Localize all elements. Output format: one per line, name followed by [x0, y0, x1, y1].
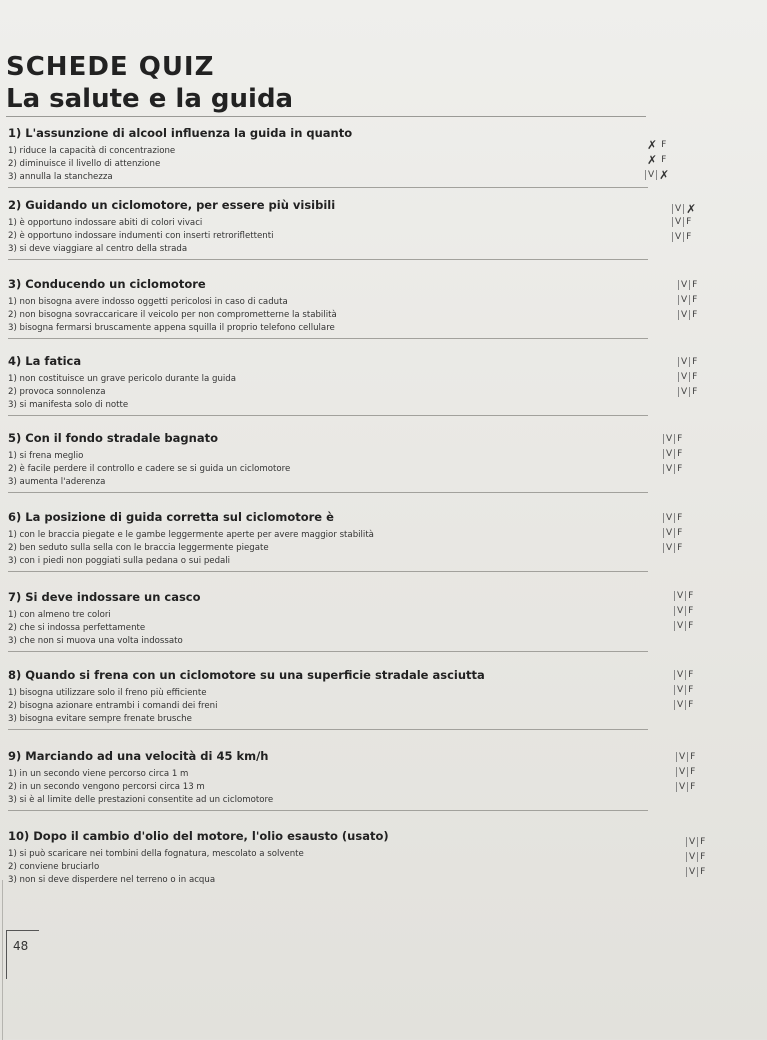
question-divider	[8, 729, 648, 730]
true-option[interactable]: V	[663, 434, 675, 444]
vf-box[interactable]	[678, 310, 699, 320]
true-option[interactable]: V	[674, 621, 686, 631]
question-title: 2) Guidando un ciclomotore, per essere più visibili	[8, 198, 336, 212]
answer-2: 2) ben seduto sulla sella con le braccia leggermente piegate	[8, 543, 269, 553]
page-title: La salute e la guida	[6, 84, 294, 114]
false-option[interactable]: F	[688, 621, 694, 631]
true-option[interactable]: V	[674, 670, 686, 680]
true-option[interactable]: V	[678, 357, 690, 367]
question-title: 5) Con il fondo stradale bagnato	[8, 431, 218, 445]
false-option[interactable]: F	[692, 280, 698, 290]
answer-1: 1) con le braccia piegate e le gambe leggermente aperte per avere maggior stabilità	[8, 530, 374, 540]
vf-box[interactable]	[678, 357, 699, 367]
question-7	[8, 590, 708, 652]
vf-box[interactable]	[678, 295, 699, 305]
question-title: 4) La fatica	[8, 354, 82, 368]
vf-box[interactable]	[645, 138, 668, 152]
cross-mark-icon[interactable]: ✗	[647, 138, 658, 152]
false-option[interactable]: F	[686, 232, 692, 242]
true-option[interactable]: V	[672, 217, 684, 227]
false-option[interactable]: F	[700, 867, 706, 877]
answer-2: 2) provoca sonnolenza	[8, 387, 106, 397]
question-title: 6) La posizione di guida corretta sul ciclomotore è	[8, 510, 334, 524]
answer-1: 1) con almeno tre colori	[8, 610, 111, 620]
true-option[interactable]: V	[674, 591, 686, 601]
vf-box[interactable]	[663, 434, 684, 444]
true-option[interactable]: V	[645, 170, 657, 180]
true-option[interactable]: V	[676, 767, 688, 777]
vf-box[interactable]	[672, 217, 693, 227]
false-option[interactable]: F	[677, 464, 683, 474]
true-option[interactable]: V	[686, 837, 698, 847]
vf-box[interactable]	[672, 232, 693, 242]
false-option[interactable]: F	[661, 140, 667, 150]
question-title: 3) Conducendo un ciclomotore	[8, 277, 206, 291]
answer-2: 2) che si indossa perfettamente	[8, 623, 146, 633]
true-option[interactable]: V	[672, 204, 684, 214]
question-9	[8, 749, 708, 811]
vf-box[interactable]	[663, 543, 684, 553]
question-title: 10) Dopo il cambio d'olio del motore, l'olio esausto (usato)	[8, 829, 389, 843]
question-10	[8, 829, 708, 887]
question-1	[8, 126, 708, 188]
question-title: 9) Marciando ad una velocità di 45 km/h	[8, 749, 269, 763]
false-option[interactable]: F	[688, 670, 694, 680]
answer-1: 1) bisogna utilizzare solo il freno più efficiente	[8, 688, 207, 698]
true-option[interactable]: V	[663, 464, 675, 474]
vf-box[interactable]	[674, 685, 695, 695]
title-divider	[6, 116, 646, 117]
false-option[interactable]: F	[700, 837, 706, 847]
question-divider	[8, 571, 648, 572]
false-option[interactable]: F	[677, 434, 683, 444]
false-option[interactable]: F	[692, 372, 698, 382]
true-option[interactable]: V	[663, 513, 675, 523]
vf-box[interactable]	[663, 464, 684, 474]
vf-box[interactable]	[676, 782, 697, 792]
true-option[interactable]: V	[678, 372, 690, 382]
answer-2: 2) in un secondo vengono percorsi circa 13 m	[8, 782, 205, 792]
answer-3: 3) non si deve disperdere nel terreno o in acqua	[8, 875, 216, 885]
false-option[interactable]: F	[692, 310, 698, 320]
question-4	[8, 354, 708, 416]
answer-3: 3) con i piedi non poggiati sulla pedana o sui pedali	[8, 556, 231, 566]
question-divider	[8, 415, 648, 416]
question-6	[8, 510, 708, 572]
vf-box[interactable]	[645, 168, 671, 182]
answer-3: 3) si deve viaggiare al centro della strada	[8, 244, 188, 254]
answer-1: 1) riduce la capacità di concentrazione	[8, 146, 176, 156]
question-5	[8, 431, 708, 493]
vf-box[interactable]	[674, 606, 695, 616]
false-option[interactable]: F	[677, 513, 683, 523]
question-divider	[8, 810, 648, 811]
vf-box[interactable]	[686, 867, 707, 877]
false-option[interactable]: F	[686, 217, 692, 227]
vf-box[interactable]	[663, 449, 684, 459]
page-number-box	[6, 930, 39, 979]
page-edge	[2, 880, 3, 1040]
vf-box[interactable]	[678, 372, 699, 382]
answer-3: 3) bisogna evitare sempre frenate brusche	[8, 714, 192, 724]
true-option[interactable]: V	[678, 295, 690, 305]
answer-3: 3) che non si muova una volta indossato	[8, 636, 183, 646]
question-2	[8, 198, 708, 260]
false-option[interactable]: F	[690, 752, 696, 762]
vf-box[interactable]	[678, 280, 699, 290]
vf-box[interactable]	[674, 670, 695, 680]
page-number: 48	[13, 939, 29, 953]
vf-box[interactable]	[674, 700, 695, 710]
false-option[interactable]: F	[688, 685, 694, 695]
question-divider	[8, 492, 648, 493]
answer-1: 1) non bisogna avere indosso oggetti pericolosi in caso di caduta	[8, 297, 288, 307]
false-option[interactable]: F	[692, 357, 698, 367]
true-option[interactable]: V	[663, 449, 675, 459]
false-option[interactable]: F	[677, 528, 683, 538]
answer-1: 1) si frena meglio	[8, 451, 84, 461]
vf-box[interactable]	[686, 852, 707, 862]
false-option[interactable]: F	[692, 295, 698, 305]
vf-box[interactable]	[686, 837, 707, 847]
question-divider	[8, 338, 648, 339]
false-option[interactable]: F	[692, 387, 698, 397]
false-option[interactable]: F	[690, 767, 696, 777]
answer-1: 1) in un secondo viene percorso circa 1 m	[8, 769, 189, 779]
answer-2: 2) conviene bruciarlo	[8, 862, 100, 872]
question-title: 1) L'assunzione di alcool influenza la guida in quanto	[8, 126, 353, 140]
true-option[interactable]: V	[674, 606, 686, 616]
true-option[interactable]: V	[678, 387, 690, 397]
false-option[interactable]: F	[677, 449, 683, 459]
answer-1: 1) non costituisce un grave pericolo durante la guida	[8, 374, 237, 384]
answer-2: 2) è opportuno indossare indumenti con inserti retroriflettenti	[8, 231, 274, 241]
false-option[interactable]: F	[690, 782, 696, 792]
question-divider	[8, 651, 648, 652]
false-option[interactable]: F	[677, 543, 683, 553]
true-option[interactable]: V	[678, 310, 690, 320]
answer-3: 3) si è al limite delle prestazioni consentite ad un ciclomotore	[8, 795, 274, 805]
true-option[interactable]: V	[686, 867, 698, 877]
answer-3: 3) si manifesta solo di notte	[8, 400, 129, 410]
false-option[interactable]: F	[700, 852, 706, 862]
vf-box[interactable]	[674, 621, 695, 631]
false-option[interactable]: F	[688, 700, 694, 710]
vf-box[interactable]	[663, 528, 684, 538]
answer-1: 1) è opportuno indossare abiti di colori vivaci	[8, 218, 203, 228]
answer-3: 3) bisogna fermarsi bruscamente appena squilla il proprio telefono cellulare	[8, 323, 335, 333]
vf-box[interactable]	[674, 591, 695, 601]
true-option[interactable]: V	[672, 232, 684, 242]
cross-mark-icon[interactable]: ✗	[659, 168, 670, 182]
vf-box[interactable]	[663, 513, 684, 523]
true-option[interactable]: V	[686, 852, 698, 862]
question-8	[8, 668, 708, 730]
question-title: 8) Quando si frena con un ciclomotore su una superficie stradale asciutta	[8, 668, 485, 682]
true-option[interactable]: V	[674, 685, 686, 695]
answer-1: 1) si può scaricare nei tombini della fognatura, mescolato a solvente	[8, 849, 304, 859]
cross-mark-icon[interactable]: ✗	[686, 202, 697, 216]
false-option[interactable]: F	[688, 606, 694, 616]
vf-box[interactable]	[676, 767, 697, 777]
answer-2: 2) bisogna azionare entrambi i comandi dei freni	[8, 701, 218, 711]
question-divider	[8, 187, 648, 188]
answer-2: 2) diminuisce il livello di attenzione	[8, 159, 161, 169]
true-option[interactable]: V	[676, 752, 688, 762]
true-option[interactable]: V	[674, 700, 686, 710]
cross-mark-icon[interactable]: ✗	[647, 153, 658, 167]
true-option[interactable]: V	[663, 543, 675, 553]
true-option[interactable]: V	[663, 528, 675, 538]
section-label: SCHEDE QUIZ	[6, 52, 215, 82]
answer-3: 3) annulla la stanchezza	[8, 172, 113, 182]
vf-box[interactable]	[645, 153, 668, 167]
vf-box[interactable]	[678, 387, 699, 397]
true-option[interactable]: V	[676, 782, 688, 792]
vf-box[interactable]	[672, 202, 698, 216]
question-3	[8, 277, 708, 339]
question-divider	[8, 259, 648, 260]
answer-2: 2) non bisogna sovraccaricare il veicolo per non comprometterne la stabilità	[8, 310, 337, 320]
vf-box[interactable]	[676, 752, 697, 762]
false-option[interactable]: F	[661, 155, 667, 165]
true-option[interactable]: V	[678, 280, 690, 290]
question-title: 7) Si deve indossare un casco	[8, 590, 201, 604]
answer-2: 2) è facile perdere il controllo e cadere se si guida un ciclomotore	[8, 464, 291, 474]
false-option[interactable]: F	[688, 591, 694, 601]
answer-3: 3) aumenta l'aderenza	[8, 477, 106, 487]
